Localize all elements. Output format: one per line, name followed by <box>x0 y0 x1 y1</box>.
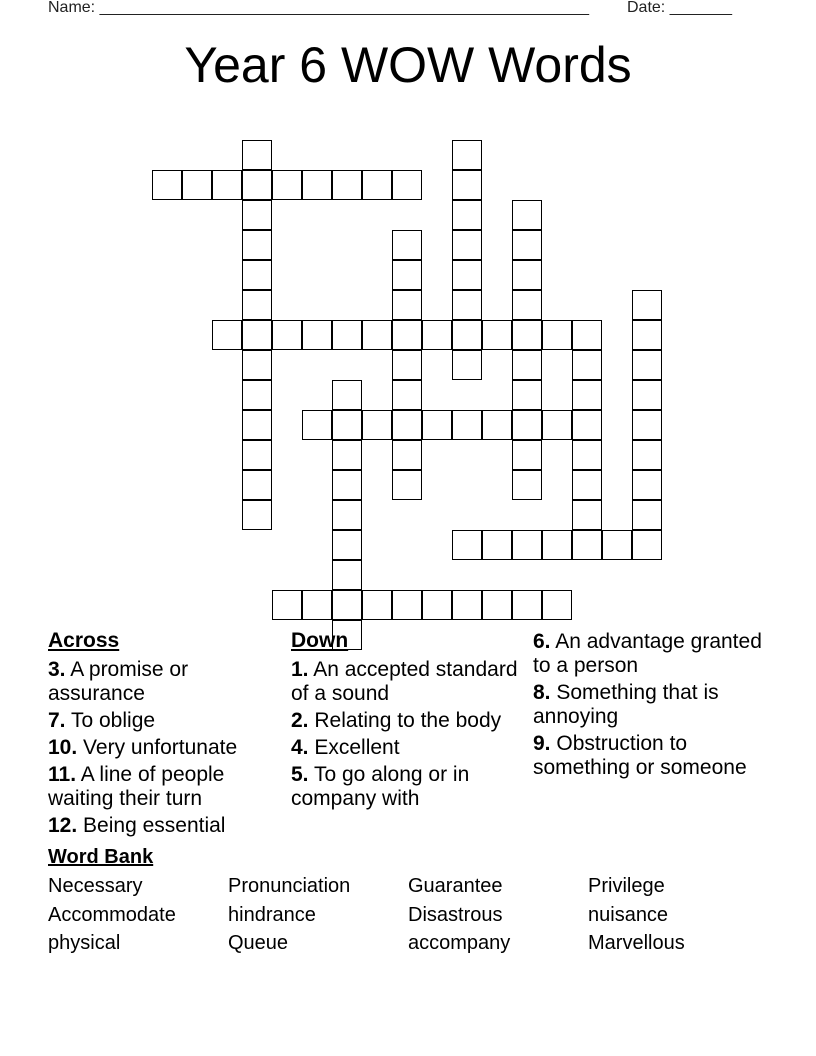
crossword-cell[interactable] <box>542 590 572 620</box>
clue-text: An accepted standard of a sound <box>291 658 518 705</box>
crossword-cell[interactable] <box>302 410 332 440</box>
crossword-cell[interactable] <box>512 590 542 620</box>
crossword-cell[interactable] <box>512 200 542 230</box>
word-bank-heading: Word Bank <box>48 846 154 868</box>
crossword-cell[interactable] <box>482 530 512 560</box>
crossword-cell[interactable] <box>452 140 482 170</box>
crossword-cell[interactable] <box>512 530 542 560</box>
crossword-cell[interactable] <box>512 350 542 380</box>
crossword-cell[interactable] <box>242 380 272 410</box>
clue-text: Relating to the body <box>314 709 502 732</box>
clue-across-7 <box>48 709 280 733</box>
clue-across-12 <box>48 814 280 838</box>
crossword-cell[interactable] <box>242 260 272 290</box>
page-title: Year 6 WOW Words <box>184 37 632 93</box>
crossword-cell[interactable] <box>512 230 542 260</box>
crossword-cell[interactable] <box>512 440 542 470</box>
clue-number: 9. <box>533 732 551 755</box>
crossword-cell[interactable] <box>242 320 272 350</box>
crossword-cell[interactable] <box>392 410 422 440</box>
crossword-cell[interactable] <box>332 560 362 590</box>
crossword-cell[interactable] <box>242 140 272 170</box>
across-heading: Across <box>48 629 120 652</box>
crossword-cell[interactable] <box>482 590 512 620</box>
crossword-cell[interactable] <box>452 200 482 230</box>
crossword-cell[interactable] <box>452 350 482 380</box>
crossword-cell[interactable] <box>572 380 602 410</box>
crossword-cell[interactable] <box>422 320 452 350</box>
crossword-cell[interactable] <box>632 410 662 440</box>
clue-number: 4. <box>291 736 309 759</box>
crossword-cell[interactable] <box>392 230 422 260</box>
crossword-cell[interactable] <box>452 170 482 200</box>
clue-text: Excellent <box>314 736 400 759</box>
crossword-cell[interactable] <box>242 230 272 260</box>
word-bank-item: Disastrous <box>408 904 503 926</box>
crossword-cell[interactable] <box>632 530 662 560</box>
crossword-cell[interactable] <box>512 470 542 500</box>
crossword-cell[interactable] <box>152 170 182 200</box>
crossword-cell[interactable] <box>332 410 362 440</box>
clue-down-2 <box>291 709 523 733</box>
crossword-cell[interactable] <box>242 290 272 320</box>
word-bank-item: Accommodate <box>48 904 176 926</box>
clue-text: Very unfortunate <box>83 736 238 759</box>
crossword-cell[interactable] <box>332 530 362 560</box>
crossword-cell[interactable] <box>392 380 422 410</box>
crossword-cell[interactable] <box>242 410 272 440</box>
word-bank-item: accompany <box>408 932 511 954</box>
crossword-cell[interactable] <box>332 320 362 350</box>
crossword-cell[interactable] <box>212 170 242 200</box>
crossword-cell[interactable] <box>242 200 272 230</box>
crossword-cell[interactable] <box>392 440 422 470</box>
clue-down-6 <box>533 630 773 678</box>
clue-text: To oblige <box>70 709 156 732</box>
crossword-cell[interactable] <box>362 410 392 440</box>
crossword-cell[interactable] <box>572 500 602 530</box>
crossword-cell[interactable] <box>572 320 602 350</box>
crossword-cell[interactable] <box>392 320 422 350</box>
crossword-cell[interactable] <box>422 590 452 620</box>
crossword-cell[interactable] <box>272 170 302 200</box>
crossword-cell[interactable] <box>392 350 422 380</box>
crossword-cell[interactable] <box>632 380 662 410</box>
crossword-cell[interactable] <box>362 170 392 200</box>
word-bank-item: Queue <box>228 932 289 954</box>
clue-number: 11. <box>48 763 77 786</box>
across-clues <box>48 628 280 841</box>
clue-down-8 <box>533 681 773 729</box>
clue-text: Obstruction to something or someone <box>533 732 747 779</box>
word-bank-item: hindrance <box>228 904 316 926</box>
crossword-cell[interactable] <box>332 590 362 620</box>
crossword-cell[interactable] <box>362 320 392 350</box>
crossword-cell[interactable] <box>392 290 422 320</box>
clue-across-11 <box>48 763 280 811</box>
crossword-cell[interactable] <box>572 470 602 500</box>
crossword-cell[interactable] <box>632 470 662 500</box>
crossword-cell[interactable] <box>602 530 632 560</box>
word-bank-item: Pronunciation <box>228 875 351 897</box>
clue-number: 2. <box>291 709 309 732</box>
crossword-cell[interactable] <box>542 530 572 560</box>
crossword-cell[interactable] <box>182 170 212 200</box>
clue-text: Being essential <box>83 814 226 837</box>
clue-down-4 <box>291 736 523 760</box>
crossword-cell[interactable] <box>242 350 272 380</box>
crossword-cell[interactable] <box>392 260 422 290</box>
clue-number: 12. <box>48 814 78 837</box>
word-bank-item: Marvellous <box>588 932 685 954</box>
clue-text: A line of people waiting their turn <box>48 763 225 810</box>
crossword-cell[interactable] <box>572 350 602 380</box>
word-bank-item: Necessary <box>48 875 143 897</box>
clue-number: 1. <box>291 658 309 681</box>
crossword-cell[interactable] <box>512 380 542 410</box>
date-line: Date: _______ <box>627 0 732 16</box>
name-line: Name: _______________________________________________________ <box>48 0 589 16</box>
crossword-cell[interactable] <box>242 470 272 500</box>
crossword-cell[interactable] <box>302 320 332 350</box>
clue-number: 8. <box>533 681 551 704</box>
crossword-cell[interactable] <box>572 440 602 470</box>
clue-text: An advantage granted to a person <box>533 630 762 677</box>
crossword-cell[interactable] <box>482 410 512 440</box>
clue-down-1 <box>291 658 523 706</box>
crossword-cell[interactable] <box>632 440 662 470</box>
clue-text: To go along or in company with <box>291 763 470 810</box>
word-bank-item: Guarantee <box>408 875 503 897</box>
clue-text: A promise or assurance <box>48 658 189 705</box>
crossword-cell[interactable] <box>272 320 302 350</box>
clue-number: 10. <box>48 736 78 759</box>
crossword-cell[interactable] <box>392 590 422 620</box>
crossword-cell[interactable] <box>392 470 422 500</box>
crossword-cell[interactable] <box>302 170 332 200</box>
crossword-cell[interactable] <box>452 590 482 620</box>
crossword-cell[interactable] <box>362 590 392 620</box>
crossword-cell[interactable] <box>242 170 272 200</box>
clue-number: 7. <box>48 709 66 732</box>
crossword-cell[interactable] <box>572 530 602 560</box>
crossword-cell[interactable] <box>452 530 482 560</box>
clue-down-9 <box>533 732 773 780</box>
clue-number: 5. <box>291 763 309 786</box>
crossword-cell[interactable] <box>392 170 422 200</box>
crossword-cell[interactable] <box>632 290 662 320</box>
down-clues-continued <box>533 630 773 783</box>
crossword-cell[interactable] <box>512 290 542 320</box>
crossword-cell[interactable] <box>302 590 332 620</box>
crossword-cell[interactable] <box>452 410 482 440</box>
clue-number: 6. <box>533 630 551 653</box>
clue-number: 3. <box>48 658 66 681</box>
crossword-cell[interactable] <box>332 440 362 470</box>
crossword-cell[interactable] <box>452 260 482 290</box>
crossword-cell[interactable] <box>452 230 482 260</box>
crossword-cell[interactable] <box>452 320 482 350</box>
crossword-cell[interactable] <box>242 440 272 470</box>
crossword-cell[interactable] <box>332 500 362 530</box>
crossword-cell[interactable] <box>512 410 542 440</box>
crossword-cell[interactable] <box>212 320 242 350</box>
crossword-cell[interactable] <box>482 320 512 350</box>
crossword-cell[interactable] <box>422 410 452 440</box>
crossword-cell[interactable] <box>272 590 302 620</box>
word-bank-item: physical <box>48 932 121 954</box>
clue-down-5 <box>291 763 523 811</box>
down-clues <box>291 628 523 814</box>
crossword-cell[interactable] <box>632 320 662 350</box>
crossword-cell[interactable] <box>572 410 602 440</box>
crossword-cell[interactable] <box>242 500 272 530</box>
crossword-cell[interactable] <box>632 500 662 530</box>
crossword-cell[interactable] <box>632 350 662 380</box>
crossword-cell[interactable] <box>332 470 362 500</box>
crossword-cell[interactable] <box>332 380 362 410</box>
crossword-cell[interactable] <box>542 410 572 440</box>
crossword-cell[interactable] <box>332 170 362 200</box>
down-heading: Down <box>291 629 349 652</box>
clue-across-3 <box>48 658 280 706</box>
word-bank-item: Privilege <box>588 875 665 897</box>
crossword-cell[interactable] <box>542 320 572 350</box>
clue-across-10 <box>48 736 280 760</box>
crossword-cell[interactable] <box>452 290 482 320</box>
crossword-cell[interactable] <box>512 260 542 290</box>
crossword-cell[interactable] <box>512 320 542 350</box>
word-bank-item: nuisance <box>588 904 669 926</box>
clue-text: Something that is annoying <box>533 681 719 728</box>
